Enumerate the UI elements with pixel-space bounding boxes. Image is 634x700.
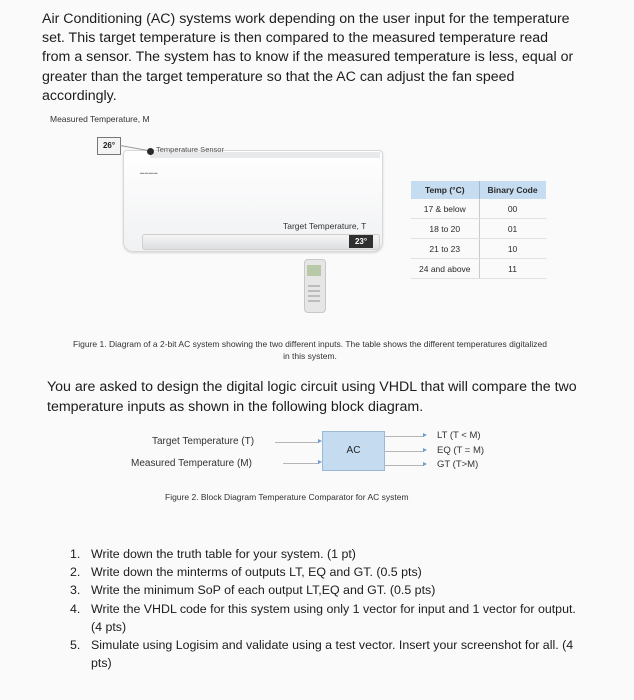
- temperature-code-table: [411, 181, 546, 279]
- table-cell: 21 to 23: [411, 239, 479, 259]
- measured-temperature-badge: 26°: [97, 137, 121, 155]
- temperature-sensor-label: Temperature Sensor: [156, 145, 224, 154]
- table-header-binary: Binary Code: [479, 181, 546, 199]
- remote-buttons: [308, 285, 320, 303]
- table-cell: 17 & below: [411, 199, 479, 219]
- question-number: 1.: [70, 547, 81, 561]
- ac-vent: [142, 234, 380, 250]
- intro-paragraph: Air Conditioning (AC) systems work depending on the user input for the temperature set. This target temperature is then compared to the measured temperature read from a sensor. The system has to know if the measured temperature is less, equal or greater than the target temperature so that the AC can adjust the fan speed accordingly.: [42, 11, 574, 104]
- table-row: [411, 199, 546, 219]
- remote-screen: [307, 265, 321, 276]
- list-item: [70, 636, 580, 672]
- table-cell: 01: [479, 219, 546, 239]
- figure2-caption: Figure 2. Block Diagram Temperature Comparator for AC system: [165, 492, 409, 502]
- question-text: Write down the truth table for your system. (1 pt): [91, 547, 356, 561]
- input-target-line: [275, 442, 319, 443]
- table-row: [411, 239, 546, 259]
- list-item: [70, 563, 580, 581]
- question-number: 3.: [70, 583, 81, 598]
- measured-temperature-label: Measured Temperature, M: [50, 114, 150, 124]
- table-cell: 10: [479, 239, 546, 259]
- output-line: [384, 451, 424, 452]
- table-header-temp: Temp (°C): [411, 181, 479, 199]
- arrow-icon: [423, 433, 427, 437]
- arrow-icon: [423, 462, 427, 466]
- question-number: 4.: [70, 601, 81, 616]
- table-cell: 11: [479, 259, 546, 279]
- output-lt-label: LT (T < M): [437, 430, 481, 441]
- question-number: 2.: [70, 565, 81, 580]
- table-row: [411, 219, 546, 239]
- table-row: [411, 259, 546, 279]
- output-eq-label: EQ (T = M): [437, 445, 485, 456]
- table-cell: 18 to 20: [411, 219, 479, 239]
- question-list: [70, 545, 580, 672]
- output-gt-label: GT (T>M): [437, 459, 479, 470]
- list-item: [70, 545, 580, 563]
- input-measured-line: [283, 463, 319, 464]
- question-text: Write the VHDL code for this system using only 1 vector for input and 1 vector for output. (4 pts): [91, 601, 576, 634]
- input-measured-label: Measured Temperature (M): [131, 458, 252, 469]
- table-cell: 00: [479, 199, 546, 219]
- target-temperature-display: 23°: [349, 235, 373, 248]
- arrow-icon: [423, 448, 427, 452]
- table-cell: 24 and above: [411, 259, 479, 279]
- list-item: [70, 581, 580, 599]
- figure1-caption: Figure 1. Diagram of a 2-bit AC system showing the two different inputs. The table shows the different temperatures digitalized in this system.: [73, 339, 547, 361]
- output-line: [384, 465, 424, 466]
- question-text: Simulate using Logisim and validate using a test vector. Insert your screenshot for all. (4 pts): [91, 638, 574, 671]
- ac-block: AC: [322, 431, 385, 471]
- target-temperature-label: Target Temperature, T: [283, 221, 367, 231]
- input-target-label: Target Temperature (T): [152, 436, 255, 447]
- question-text: Write the minimum SoP of each output LT,EQ and GT. (0.5 pts): [91, 583, 436, 598]
- question-number: 5.: [70, 638, 81, 653]
- design-paragraph: You are asked to design the digital logic circuit using VHDL that will compare the two temperature inputs as shown in the following block diagram.: [47, 379, 577, 415]
- list-item: [70, 600, 580, 636]
- question-text: Write down the minterms of outputs LT, EQ and GT. (0.5 pts): [91, 565, 422, 580]
- ac-brand-mark: ▬▬▬▬: [140, 170, 158, 175]
- temperature-sensor-icon: [147, 148, 154, 155]
- output-line: [384, 436, 424, 437]
